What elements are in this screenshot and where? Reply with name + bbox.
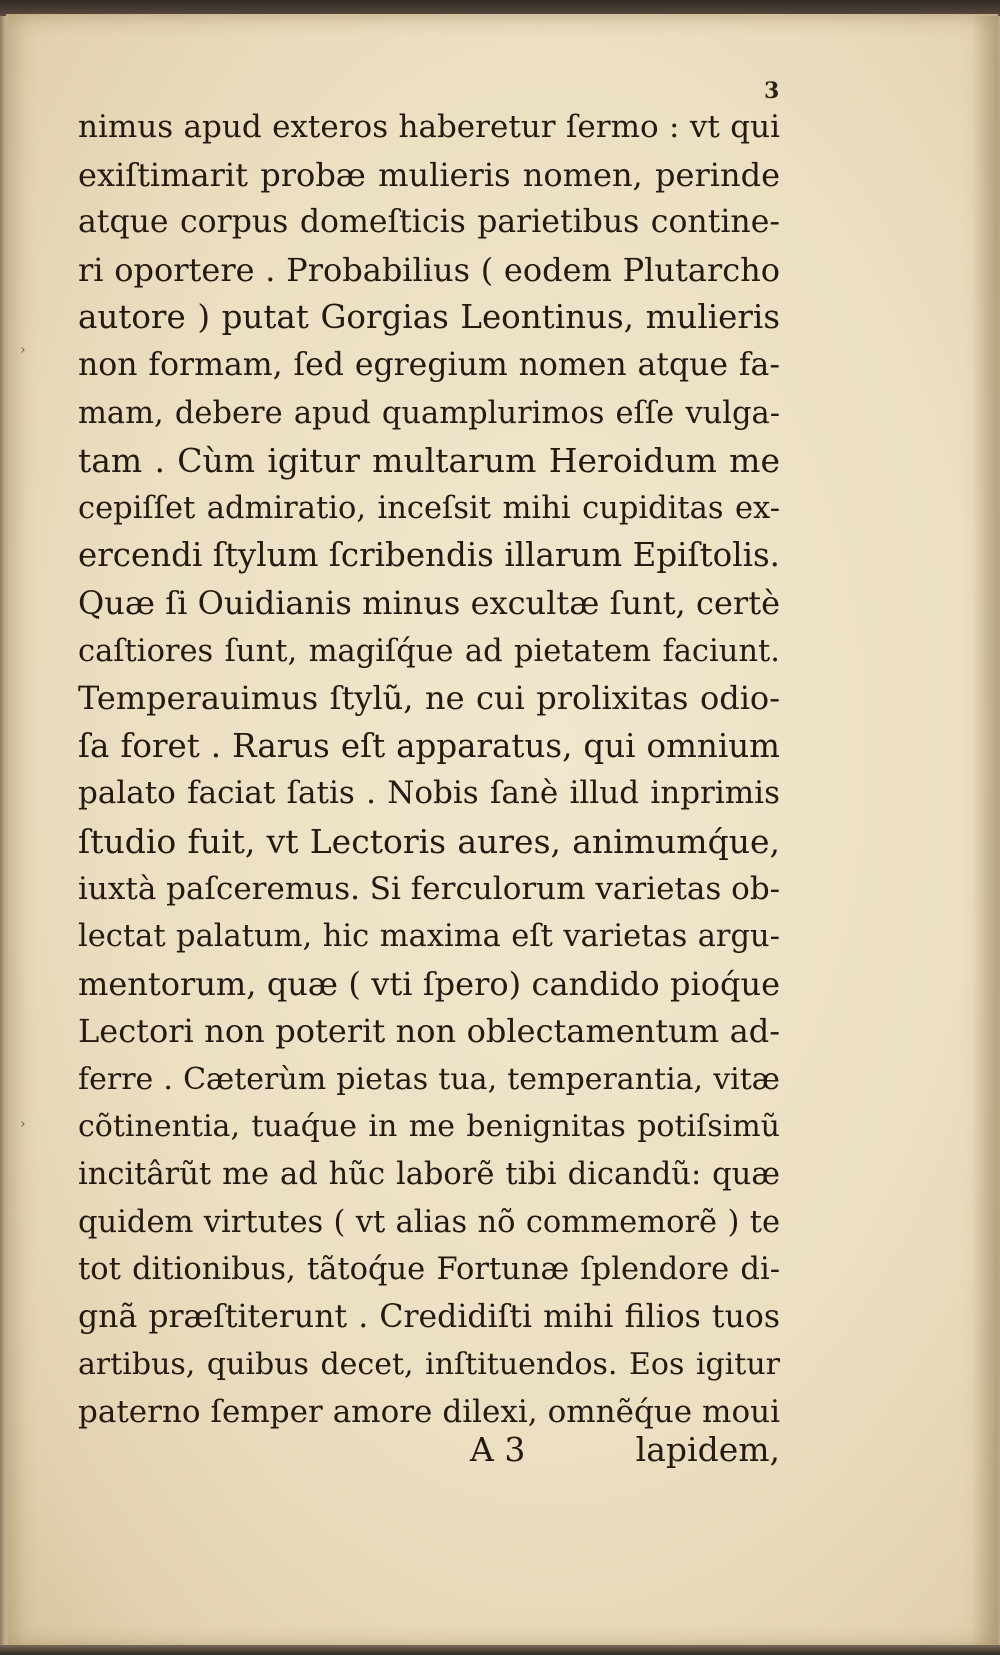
text-block — [78, 104, 780, 1437]
text-line: autore ) putat Gorgias Leontinus, mulieris — [78, 298, 780, 337]
catchline — [78, 1426, 780, 1474]
text-line: cõtinentia, tuaq́ue in me benignitas potiſsimũ — [78, 1109, 780, 1145]
text-line: mam, debere apud quamplurimos eſſe vulga- — [78, 395, 780, 431]
folio-number: 3 — [764, 78, 780, 104]
text-line: ferre . Cæterùm pietas tua, temperantia, vitæ — [78, 1061, 780, 1097]
text-line: ri oportere . Probabilius ( eodem Plutarcho — [78, 250, 780, 289]
text-line: Lectori non poterit non oblectamentum ad- — [78, 1012, 780, 1051]
text-line: paterno ſemper amore dilexi, omnẽq́ue moui — [78, 1394, 780, 1431]
text-line: lectat palatum, hic maxima eſt varietas argu- — [78, 919, 780, 955]
text-line: ercendi ſtylum ſcribendis illarum Epiſtolis. — [78, 536, 780, 575]
text-line: mentorum, quæ ( vti ſpero) candido pioq́ue — [78, 964, 780, 1003]
text-line: incitârũt me ad hũc laborẽ tibi dicandũ: quæ — [78, 1157, 780, 1193]
text-line: palato faciat ſatis . Nobis ſanè illud inprimis — [78, 775, 780, 812]
text-line: non formam, ſed egregium nomen atque fa- — [78, 346, 780, 383]
margin-mark: › — [20, 1116, 26, 1132]
text-line: ſa foret . Rarus eſt apparatus, qui omnium — [78, 726, 780, 765]
text-line: cepiſſet admiratio, inceſsit mihi cupiditas ex- — [78, 490, 780, 526]
text-line: iuxtà paſceremus. Si ferculorum varietas ob- — [78, 870, 780, 907]
text-line: artibus, quibus decet, inſtituendos. Eos igitur — [78, 1347, 780, 1383]
signature-mark: A 3 — [470, 1430, 526, 1469]
text-line: tot ditionibus, tãtoq́ue Fortunæ ſplendore di- — [78, 1252, 780, 1288]
text-line: nimus apud exteros haberetur ſermo : vt qui — [78, 109, 780, 145]
text-line: tam . Cùm igitur multarum Heroidum me — [78, 441, 780, 481]
text-line: atque corpus domeſticis parietibus contine- — [78, 204, 780, 241]
page-curl-shadow — [972, 16, 1000, 1645]
text-line: exiſtimarit probæ mulieris nomen, perinde — [78, 155, 780, 194]
text-line: Quæ ſi Ouidianis minus excultæ ſunt, certè — [78, 583, 780, 622]
text-line: caſtiores ſunt, magiſq́ue ad pietatem faciunt. — [78, 633, 780, 669]
margin-mark: › — [20, 342, 26, 358]
text-line: ſtudio fuit, vt Lectoris aures, animumq́ue, — [78, 821, 780, 861]
catchword: lapidem, — [635, 1430, 780, 1469]
text-line: gnã præſtiterunt . Credidiſti mihi filios tuos — [78, 1298, 780, 1335]
text-line: quidem virtutes ( vt alias nõ commemorẽ ) te — [78, 1204, 780, 1240]
bottom-edge — [0, 1645, 1000, 1655]
text-line: Temperauimus ſtylũ, ne cui prolixitas odio- — [78, 679, 780, 718]
